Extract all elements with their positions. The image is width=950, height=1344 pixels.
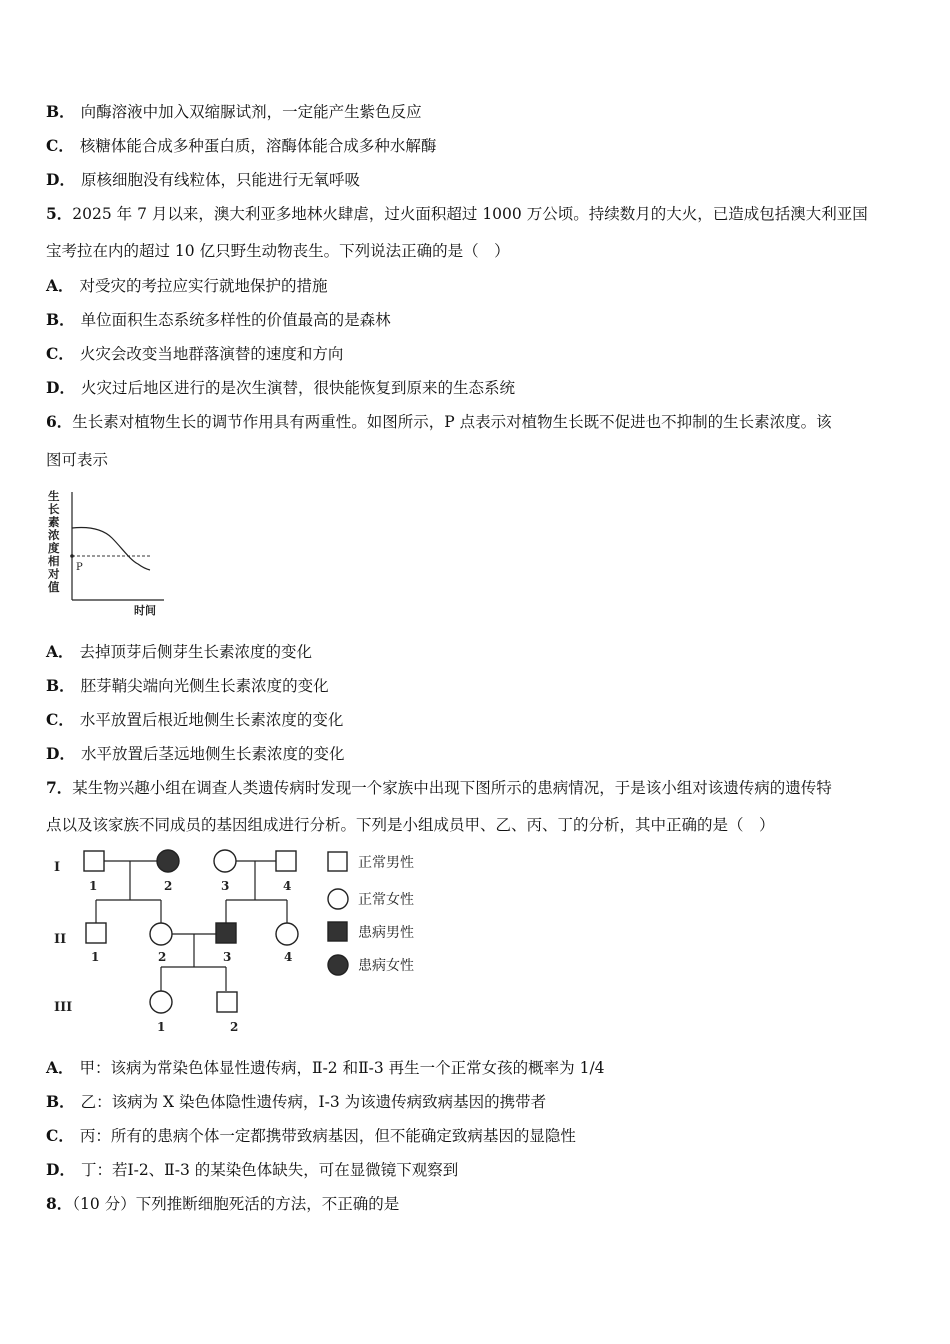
svg-text:正常女性: 正常女性 [358, 892, 414, 908]
ii2-normal-female [150, 923, 172, 945]
svg-text:4: 4 [283, 879, 292, 893]
q5-stem-line2: 宝考拉在内的超过 10 亿只野生动物丧生。下列说法正确的是（ ） [46, 242, 510, 260]
p-label: P [76, 562, 83, 573]
q4-option-b: B． 向酶溶液中加入双缩脲试剂，一定能产生紫色反应 [46, 102, 422, 121]
svg-text:III: III [54, 1000, 73, 1015]
svg-text:1: 1 [91, 950, 100, 964]
legend-affected-male-icon [328, 922, 347, 941]
legend-normal-female-icon [328, 889, 348, 909]
svg-text:值: 值 [48, 580, 60, 594]
q6-option-d: D． 水平放置后茎远地侧生长素浓度的变化 [46, 744, 345, 763]
generation-labels [54, 860, 72, 1015]
svg-text:3: 3 [221, 879, 230, 893]
pedigree-legend [328, 852, 414, 975]
q7-stem-line1: 7．某生物兴趣小组在调查人类遗传病时发现一个家族中出现下图所示的患病情况，于是该小组对该遗传病的遗传特 [46, 778, 832, 797]
graph-curve [72, 527, 150, 570]
svg-text:4: 4 [284, 950, 293, 964]
svg-text:2: 2 [158, 950, 167, 964]
i2-affected-female [157, 850, 179, 872]
svg-text:1: 1 [89, 879, 98, 893]
i3-normal-female [214, 850, 236, 872]
iii2-normal-male [217, 992, 237, 1012]
q5-stem-line1: 5．2025 年 7 月以来，澳大利亚多地林火肆虐，过火面积超过 1000 万公顷。持续数月的大火，已造成包括澳大利亚国 [46, 204, 868, 223]
q7-stem-line2: 点以及该家族不同成员的基因组成进行分析。下列是小组成员甲、乙、丙、丁的分析，其中正确的是（ ） [46, 816, 775, 834]
svg-text:正常男性: 正常男性 [358, 855, 414, 871]
svg-text:长: 长 [48, 502, 60, 516]
svg-text:1: 1 [157, 1020, 166, 1034]
q6-option-c: C． 水平放置后根近地侧生长素浓度的变化 [46, 710, 344, 729]
svg-text:I: I [54, 860, 61, 875]
q6-stem-line2: 图可表示 [46, 451, 109, 469]
q7-option-c: C． 丙：所有的患病个体一定都携带致病基因，但不能确定致病基因的显隐性 [46, 1126, 576, 1145]
svg-text:II: II [54, 932, 67, 947]
svg-text:相: 相 [48, 554, 60, 568]
i4-normal-male [276, 851, 296, 871]
q4-option-d: D． 原核细胞没有线粒体，只能进行无氧呼吸 [46, 170, 360, 189]
p-point [70, 554, 74, 558]
q7-option-b: B． 乙：该病为 X 染色体隐性遗传病，Ⅰ-3 为该遗传病致病基因的携带者 [46, 1092, 547, 1111]
auxin-concentration-graph [42, 488, 172, 620]
ii4-normal-female [276, 923, 298, 945]
q6-option-a: A． 去掉顶芽后侧芽生长素浓度的变化 [46, 642, 313, 661]
q5-option-b: B． 单位面积生态系统多样性的价值最高的是森林 [46, 310, 391, 329]
svg-text:素: 素 [48, 515, 60, 529]
iii1-normal-female [150, 991, 172, 1013]
svg-text:3: 3 [223, 950, 232, 964]
legend-normal-male-icon [328, 852, 347, 871]
q7-option-a: A． 甲：该病为常染色体显性遗传病，Ⅱ-2 和Ⅱ-3 再生一个正常女孩的概率为 1/4 [46, 1058, 605, 1077]
q5-option-d: D． 火灾过后地区进行的是次生演替，很快能恢复到原来的生态系统 [46, 378, 515, 397]
graph-x-label: 时间 [134, 604, 156, 617]
q7-option-d: D． 丁：若Ⅰ-2、Ⅱ-3 的某染色体缺失，可在显微镜下观察到 [46, 1160, 459, 1179]
svg-text:浓: 浓 [48, 528, 60, 542]
pedigree-chart [46, 845, 446, 1040]
legend-affected-female-icon [328, 955, 348, 975]
svg-text:2: 2 [164, 879, 173, 893]
q4-option-c: C． 核糖体能合成多种蛋白质，溶酶体能合成多种水解酶 [46, 136, 437, 155]
q8-stem: 8．（10 分）下列推断细胞死活的方法，不正确的是 [46, 1194, 400, 1213]
q5-option-c: C． 火灾会改变当地群落演替的速度和方向 [46, 344, 344, 363]
svg-text:患病女性: 患病女性 [358, 958, 414, 974]
svg-text:生: 生 [48, 489, 60, 503]
graph-y-label [47, 489, 60, 594]
ii1-normal-male [86, 923, 106, 943]
ii3-affected-male [216, 923, 236, 943]
q6-option-b: B． 胚芽鞘尖端向光侧生长素浓度的变化 [46, 676, 329, 695]
svg-text:患病男性: 患病男性 [358, 925, 414, 941]
i1-normal-male [84, 851, 104, 871]
q5-option-a: A． 对受灾的考拉应实行就地保护的措施 [46, 276, 328, 295]
q6-stem-line1: 6．生长素对植物生长的调节作用具有两重性。如图所示，P 点表示对植物生长既不促进也不抑制的生长素浓度。该 [46, 412, 832, 431]
svg-text:对: 对 [48, 567, 60, 581]
svg-text:2: 2 [230, 1020, 239, 1034]
svg-text:度: 度 [48, 541, 60, 555]
